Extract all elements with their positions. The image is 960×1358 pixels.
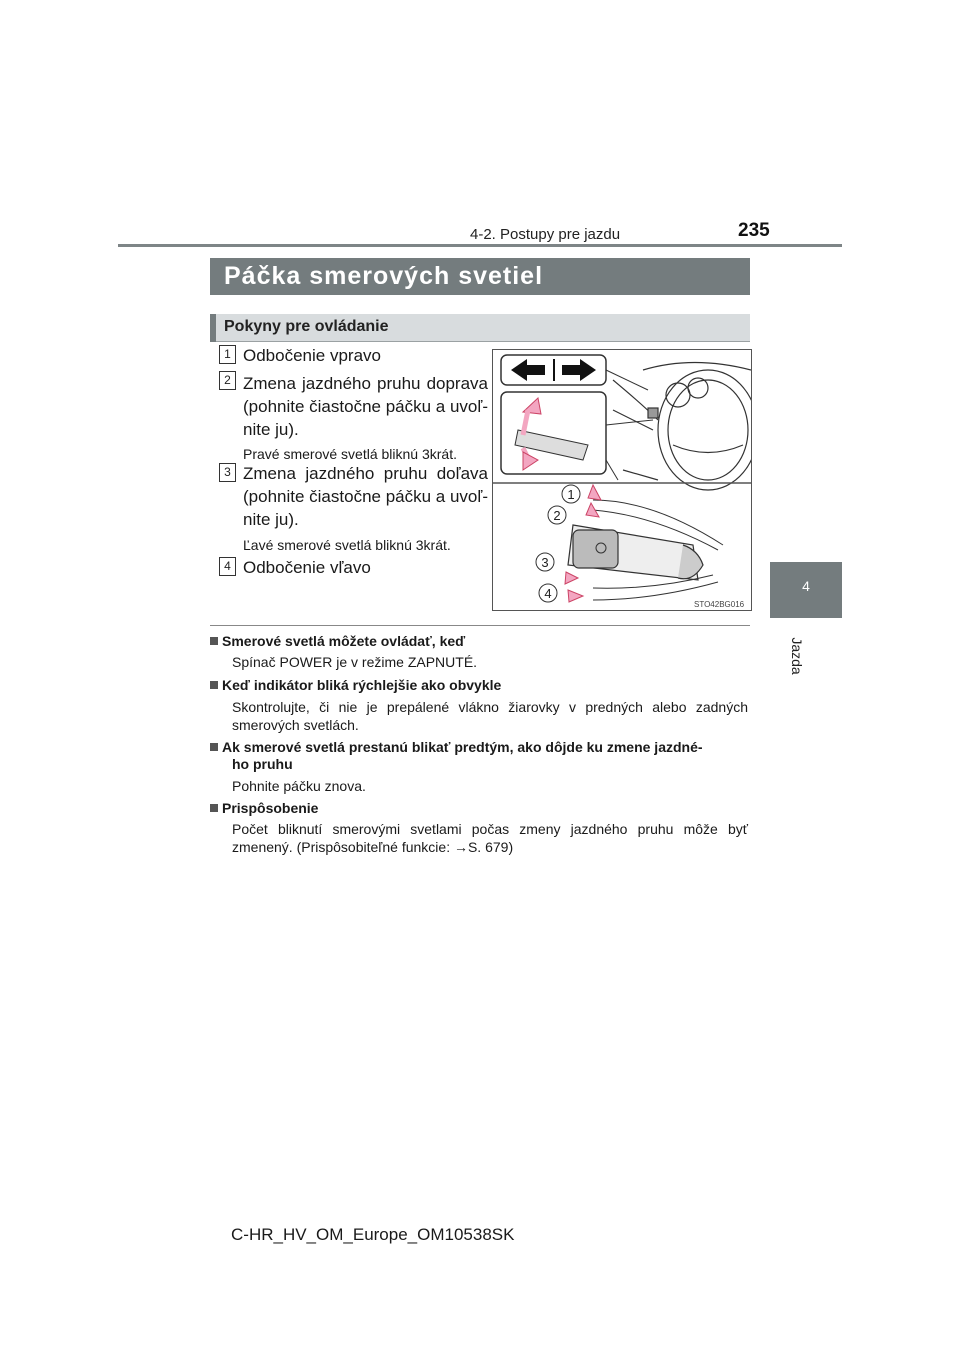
info-heading-1: Smerové svetlá môžete ovládať, keď — [210, 633, 465, 649]
step-number-3: 3 — [219, 463, 236, 482]
running-header-section: 4-2. Postupy pre jazdu — [470, 226, 621, 243]
steering-wheel-illustration — [613, 363, 751, 491]
info-body-2-line-2: smerových svetlách. — [232, 717, 359, 733]
bullet-square-icon — [210, 743, 218, 751]
callout-3 — [536, 553, 554, 571]
info-heading-4: Prispôsobenie — [210, 800, 318, 816]
bullet-square-icon — [210, 681, 218, 689]
subheading: Pokyny pre ovládanie — [224, 318, 389, 335]
step-2-line-1: Zmena jazdného pruhu doprava — [243, 374, 488, 393]
figure-code: STO42BG016 — [694, 600, 745, 609]
svg-text:2: 2 — [553, 508, 561, 523]
subheading-bar — [210, 314, 750, 342]
chapter-label: Jazda — [789, 637, 805, 675]
section-title: Páčka smerových svetiel — [224, 262, 544, 290]
callout-2 — [548, 506, 566, 524]
svg-text:4: 4 — [544, 586, 552, 601]
step-2-note: Pravé smerové svetlá bliknú 3krát. — [243, 446, 457, 462]
turn-signal-illustration — [493, 350, 751, 610]
turn-indicator-icon — [501, 355, 648, 390]
page-number: 235 — [738, 220, 770, 241]
document-footer: C-HR_HV_OM_Europe_OM10538SK — [231, 1225, 515, 1244]
lever-inset — [501, 392, 653, 480]
chapter-number: 4 — [802, 578, 810, 594]
svg-text:3: 3 — [541, 555, 549, 570]
step-3-line-1: Zmena jazdného pruhu doľava — [243, 464, 488, 483]
step-number-4: 4 — [219, 557, 236, 576]
callout-1 — [562, 485, 580, 503]
bullet-square-icon — [210, 804, 218, 812]
info-body-4-line-2: zmenený. (Prispôsobiteľné funkcie: →S. 679) — [232, 839, 514, 855]
bullet-square-icon — [210, 637, 218, 645]
lever-detail-illustration — [565, 485, 723, 602]
info-body-2-line-1: Skontrolujte, či nie je prepálené vlákno žiarovky v predných alebo zadných — [232, 699, 748, 715]
step-3-note: Ľavé smerové svetlá bliknú 3krát. — [243, 537, 451, 553]
step-2-line-2: (pohnite čiastočne páčku a uvoľ- — [243, 397, 488, 416]
section-title-banner — [210, 258, 750, 295]
chapter-tab — [770, 562, 842, 618]
step-3-line-3: nite ju). — [243, 510, 299, 529]
info-heading-3-cont: ho pruhu — [232, 756, 293, 772]
step-2-line-3: nite ju). — [243, 420, 299, 439]
svg-text:1: 1 — [567, 487, 575, 502]
step-4-text: Odbočenie vľavo — [243, 558, 371, 577]
callout-4 — [539, 584, 557, 602]
header-rule — [118, 244, 842, 247]
info-heading-3: Ak smerové svetlá prestanú blikať predtým, ako dôjde ku zmene jazdné- — [210, 739, 703, 755]
info-body-1: Spínač POWER je v režime ZAPNUTÉ. — [232, 654, 478, 670]
step-3-line-2: (pohnite čiastočne páčku a uvoľ- — [243, 487, 488, 506]
info-body-3: Pohnite páčku znova. — [232, 778, 366, 794]
step-number-2: 2 — [219, 371, 236, 390]
info-body-4-line-1: Počet bliknutí smerovými svetlami počas zmeny jazdného pruhu môže byť — [232, 821, 748, 837]
step-number-1: 1 — [219, 345, 236, 364]
info-heading-2: Keď indikátor bliká rýchlejšie ako obvykle — [210, 677, 501, 693]
step-1-text: Odbočenie vpravo — [243, 346, 381, 365]
turn-signal-figure — [492, 349, 752, 611]
subheading-accent — [210, 314, 216, 342]
section-divider — [210, 625, 750, 626]
